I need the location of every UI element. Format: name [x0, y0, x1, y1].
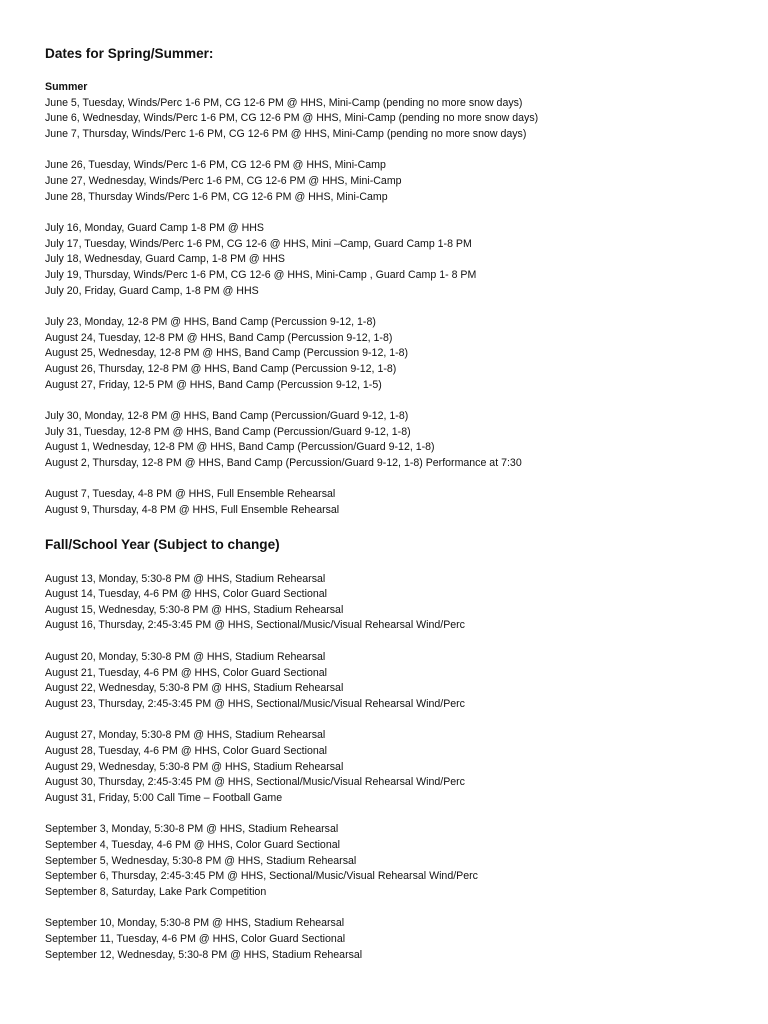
schedule-entry: July 31, Tuesday, 12-8 PM @ HHS, Band Camp (Percussion/Guard 9-12, 1-8) — [45, 425, 411, 438]
schedule-entry: September 5, Wednesday, 5:30-8 PM @ HHS, Stadium Rehearsal — [45, 854, 357, 867]
schedule-entry: September 3, Monday, 5:30-8 PM @ HHS, Stadium Rehearsal — [45, 823, 339, 836]
schedule-group — [45, 315, 755, 393]
schedule-entry: August 26, Thursday, 12-8 PM @ HHS, Band Camp (Percussion 9-12, 1-8) — [45, 362, 397, 375]
schedule-entry: September 8, Saturday, Lake Park Competition — [45, 885, 267, 898]
schedule-entry: August 21, Tuesday, 4-6 PM @ HHS, Color Guard Sectional — [45, 666, 328, 679]
schedule-entry: June 28, Thursday Winds/Perc 1-6 PM, CG 12-6 PM @ HHS, Mini-Camp — [45, 190, 388, 203]
schedule-entry: July 20, Friday, Guard Camp, 1-8 PM @ HHS — [45, 284, 259, 297]
document-title: Dates for Spring/Summer: — [45, 46, 214, 61]
schedule-entry: August 22, Wednesday, 5:30-8 PM @ HHS, Stadium Rehearsal — [45, 682, 344, 695]
schedule-entry: September 10, Monday, 5:30-8 PM @ HHS, Stadium Rehearsal — [45, 917, 345, 930]
schedule-entry: September 11, Tuesday, 4-6 PM @ HHS, Color Guard Sectional — [45, 932, 346, 945]
schedule-entry: August 14, Tuesday, 4-6 PM @ HHS, Color Guard Sectional — [45, 588, 328, 601]
summer-schedule — [45, 96, 755, 519]
schedule-entry: August 24, Tuesday, 12-8 PM @ HHS, Band Camp (Percussion 9-12, 1-8) — [45, 331, 393, 344]
schedule-group — [45, 650, 755, 712]
schedule-group — [45, 822, 755, 900]
schedule-entry: August 28, Tuesday, 4-6 PM @ HHS, Color Guard Sectional — [45, 745, 328, 757]
document-page — [45, 44, 755, 979]
schedule-group — [45, 221, 755, 299]
schedule-entry: August 25, Wednesday, 12-8 PM @ HHS, Band Camp (Percussion 9-12, 1-8) — [45, 347, 409, 360]
schedule-entry: August 15, Wednesday, 5:30-8 PM @ HHS, Stadium Rehearsal — [45, 603, 344, 616]
schedule-group — [45, 409, 755, 471]
schedule-entry: July 23, Monday, 12-8 PM @ HHS, Band Camp (Percussion 9-12, 1-8) — [45, 316, 376, 329]
schedule-entry: July 18, Wednesday, Guard Camp, 1-8 PM @ HHS — [45, 253, 285, 266]
schedule-entry: August 9, Thursday, 4-8 PM @ HHS, Full Ensemble Rehearsal — [45, 504, 340, 517]
schedule-entry: June 6, Wednesday, Winds/Perc 1-6 PM, CG 12-6 PM @ HHS, Mini-Camp (pending no more snow days) — [45, 112, 539, 125]
schedule-group — [45, 158, 755, 205]
schedule-entry: June 5, Tuesday, Winds/Perc 1-6 PM, CG 12-6 PM @ HHS, Mini-Camp (pending no more snow days) — [45, 96, 523, 109]
schedule-entry: July 16, Monday, Guard Camp 1-8 PM @ HHS — [45, 222, 264, 235]
schedule-entry: July 30, Monday, 12-8 PM @ HHS, Band Camp (Percussion/Guard 9-12, 1-8) — [45, 410, 409, 423]
schedule-entry: August 1, Wednesday, 12-8 PM @ HHS, Band Camp (Percussion/Guard 9-12, 1-8) — [45, 441, 435, 454]
schedule-entry: August 29, Wednesday, 5:30-8 PM @ HHS, Stadium Rehearsal — [45, 760, 344, 773]
schedule-entry: August 30, Thursday, 2:45-3:45 PM @ HHS, Sectional/Music/Visual Rehearsal Wind/Perc — [45, 776, 465, 789]
schedule-entry: August 2, Thursday, 12-8 PM @ HHS, Band Camp (Percussion/Guard 9-12, 1-8) Performance at 7:30 — [45, 456, 522, 469]
schedule-entry: July 17, Tuesday, Winds/Perc 1-6 PM, CG 12-6 @ HHS, Mini –Camp, Guard Camp 1-8 PM — [45, 237, 472, 250]
schedule-group — [45, 572, 755, 634]
schedule-entry: June 27, Wednesday, Winds/Perc 1-6 PM, CG 12-6 PM @ HHS, Mini-Camp — [45, 174, 402, 187]
fall-heading: Fall/School Year (Subject to change) — [45, 536, 280, 552]
schedule-entry: August 16, Thursday, 2:45-3:45 PM @ HHS, Sectional/Music/Visual Rehearsal Wind/Perc — [45, 619, 465, 632]
schedule-entry: June 7, Thursday, Winds/Perc 1-6 PM, CG 12-6 PM @ HHS, Mini-Camp (pending no more snow days) — [45, 127, 527, 140]
schedule-entry: August 31, Friday, 5:00 Call Time – Football Game — [45, 791, 283, 804]
schedule-group — [45, 916, 755, 963]
schedule-entry: September 12, Wednesday, 5:30-8 PM @ HHS, Stadium Rehearsal — [45, 948, 363, 961]
schedule-entry: July 19, Thursday, Winds/Perc 1-6 PM, CG 12-6 @ HHS, Mini-Camp , Guard Camp 1- 8 PM — [45, 268, 477, 281]
fall-schedule — [45, 572, 755, 963]
schedule-group — [45, 728, 755, 806]
schedule-entry: September 4, Tuesday, 4-6 PM @ HHS, Color Guard Sectional — [45, 838, 340, 851]
schedule-entry: August 27, Monday, 5:30-8 PM @ HHS, Stadium Rehearsal — [45, 729, 326, 742]
schedule-group — [45, 96, 755, 143]
schedule-entry: August 20, Monday, 5:30-8 PM @ HHS, Stadium Rehearsal — [45, 651, 326, 664]
summer-heading: Summer — [45, 81, 88, 93]
schedule-group — [45, 487, 755, 518]
schedule-entry: August 27, Friday, 12-5 PM @ HHS, Band Camp (Percussion 9-12, 1-5) — [45, 378, 382, 391]
schedule-entry: June 26, Tuesday, Winds/Perc 1-6 PM, CG 12-6 PM @ HHS, Mini-Camp — [45, 159, 386, 172]
schedule-entry: August 7, Tuesday, 4-8 PM @ HHS, Full Ensemble Rehearsal — [45, 488, 336, 501]
schedule-entry: September 6, Thursday, 2:45-3:45 PM @ HHS, Sectional/Music/Visual Rehearsal Wind/Perc — [45, 870, 478, 883]
schedule-entry: August 13, Monday, 5:30-8 PM @ HHS, Stadium Rehearsal — [45, 572, 326, 585]
schedule-entry: August 23, Thursday, 2:45-3:45 PM @ HHS, Sectional/Music/Visual Rehearsal Wind/Perc — [45, 697, 465, 710]
